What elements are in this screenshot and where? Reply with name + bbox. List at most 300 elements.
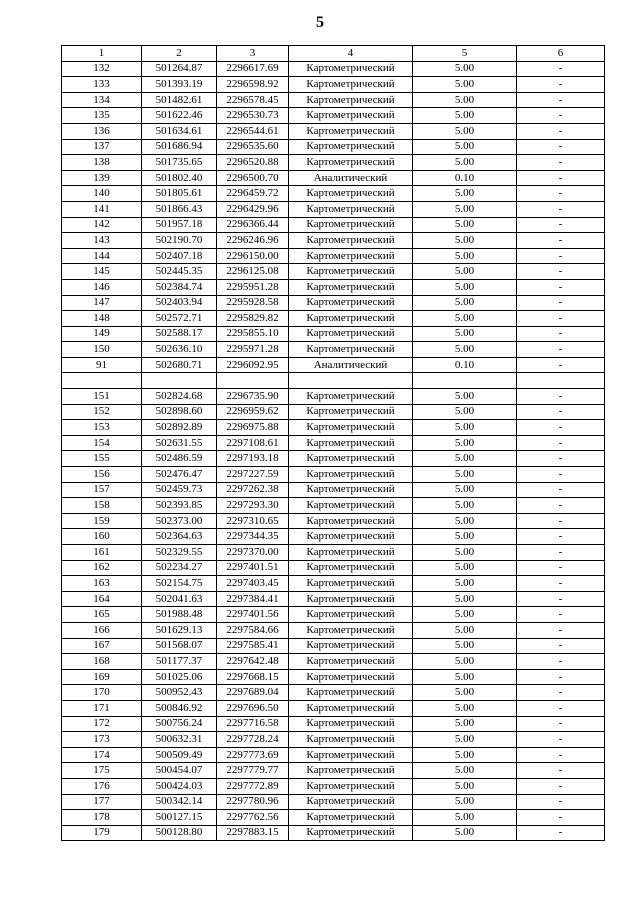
- cell-y: 2297370.00: [217, 545, 289, 561]
- cell-point: 132: [62, 61, 142, 77]
- table-row: [62, 155, 605, 171]
- cell-point: 141: [62, 201, 142, 217]
- cell-method: Картометрический: [289, 326, 413, 342]
- cell-accuracy: 5.00: [413, 763, 517, 779]
- cell-point: 140: [62, 186, 142, 202]
- cell-description: -: [517, 108, 605, 124]
- cell-x: [142, 373, 217, 389]
- cell-y: 2296500.70: [217, 170, 289, 186]
- table-row: [62, 404, 605, 420]
- table-row: [62, 248, 605, 264]
- cell-method: Картометрический: [289, 404, 413, 420]
- cell-accuracy: 5.00: [413, 685, 517, 701]
- table-row: [62, 825, 605, 841]
- cell-accuracy: 5.00: [413, 545, 517, 561]
- table-row: [62, 373, 605, 389]
- cell-method: Картометрический: [289, 654, 413, 670]
- cell-method: Картометрический: [289, 529, 413, 545]
- cell-point: 136: [62, 123, 142, 139]
- column-header-description: 6: [517, 46, 605, 62]
- cell-description: -: [517, 825, 605, 841]
- cell-accuracy: 5.00: [413, 654, 517, 670]
- cell-point: 157: [62, 482, 142, 498]
- cell-method: Картометрический: [289, 139, 413, 155]
- cell-point: 170: [62, 685, 142, 701]
- cell-description: -: [517, 467, 605, 483]
- cell-description: -: [517, 451, 605, 467]
- table-row: [62, 763, 605, 779]
- cell-y: 2296598.92: [217, 77, 289, 93]
- table-row: [62, 186, 605, 202]
- table-row: [62, 92, 605, 108]
- cell-y: 2296975.88: [217, 420, 289, 436]
- cell-description: -: [517, 342, 605, 358]
- table-row: [62, 482, 605, 498]
- cell-accuracy: 5.00: [413, 389, 517, 405]
- cell-description: -: [517, 685, 605, 701]
- cell-x: 500846.92: [142, 700, 217, 716]
- cell-y: 2297384.41: [217, 591, 289, 607]
- table-row: [62, 233, 605, 249]
- cell-description: -: [517, 576, 605, 592]
- table-row: [62, 435, 605, 451]
- cell-description: -: [517, 435, 605, 451]
- cell-accuracy: 5.00: [413, 467, 517, 483]
- cell-y: 2297780.96: [217, 794, 289, 810]
- cell-description: -: [517, 155, 605, 171]
- cell-x: 501025.06: [142, 669, 217, 685]
- table-row: [62, 732, 605, 748]
- cell-y: 2296959.62: [217, 404, 289, 420]
- table-row: [62, 467, 605, 483]
- table-row: [62, 576, 605, 592]
- cell-accuracy: 0.10: [413, 170, 517, 186]
- cell-point: 143: [62, 233, 142, 249]
- cell-accuracy: 5.00: [413, 732, 517, 748]
- cell-method: Картометрический: [289, 482, 413, 498]
- cell-accuracy: 5.00: [413, 794, 517, 810]
- cell-x: 501957.18: [142, 217, 217, 233]
- table-row: [62, 342, 605, 358]
- table-body: [62, 61, 605, 841]
- cell-accuracy: 5.00: [413, 217, 517, 233]
- table-header-row: [62, 46, 605, 62]
- cell-accuracy: 5.00: [413, 233, 517, 249]
- cell-method: Картометрический: [289, 685, 413, 701]
- cell-description: -: [517, 638, 605, 654]
- cell-method: Картометрический: [289, 61, 413, 77]
- cell-x: 502154.75: [142, 576, 217, 592]
- cell-point: 152: [62, 404, 142, 420]
- cell-accuracy: 0.10: [413, 357, 517, 373]
- cell-method: Картометрический: [289, 700, 413, 716]
- table-row: [62, 139, 605, 155]
- cell-x: 501805.61: [142, 186, 217, 202]
- table-row: [62, 77, 605, 93]
- cell-y: 2297344.35: [217, 529, 289, 545]
- table-row: [62, 170, 605, 186]
- table-row: [62, 279, 605, 295]
- page-number: 5: [316, 14, 324, 31]
- cell-accuracy: 5.00: [413, 420, 517, 436]
- cell-description: -: [517, 77, 605, 93]
- cell-x: 501866.43: [142, 201, 217, 217]
- cell-method: Картометрический: [289, 545, 413, 561]
- cell-method: Картометрический: [289, 77, 413, 93]
- cell-x: 501988.48: [142, 607, 217, 623]
- cell-method: Картометрический: [289, 342, 413, 358]
- cell-description: -: [517, 389, 605, 405]
- cell-accuracy: 5.00: [413, 638, 517, 654]
- cell-point: 172: [62, 716, 142, 732]
- table-row: [62, 654, 605, 670]
- cell-description: -: [517, 778, 605, 794]
- cell-method: Картометрический: [289, 778, 413, 794]
- cell-y: 2297728.24: [217, 732, 289, 748]
- cell-point: 158: [62, 498, 142, 514]
- cell-method: Картометрический: [289, 763, 413, 779]
- cell-point: 169: [62, 669, 142, 685]
- column-header-method: 4: [289, 46, 413, 62]
- cell-point: 161: [62, 545, 142, 561]
- cell-y: 2297716.58: [217, 716, 289, 732]
- cell-y: 2295928.58: [217, 295, 289, 311]
- cell-description: -: [517, 498, 605, 514]
- cell-y: 2296459.72: [217, 186, 289, 202]
- cell-point: 135: [62, 108, 142, 124]
- cell-description: -: [517, 420, 605, 436]
- cell-accuracy: 5.00: [413, 529, 517, 545]
- cell-point: 142: [62, 217, 142, 233]
- cell-x: 501634.61: [142, 123, 217, 139]
- table-row: [62, 201, 605, 217]
- cell-y: 2297193.18: [217, 451, 289, 467]
- table-row: [62, 794, 605, 810]
- cell-y: 2296578.45: [217, 92, 289, 108]
- table-row: [62, 622, 605, 638]
- cell-y: 2296125.08: [217, 264, 289, 280]
- table-row: [62, 498, 605, 514]
- cell-accuracy: 5.00: [413, 560, 517, 576]
- table-row: [62, 638, 605, 654]
- cell-x: 502636.10: [142, 342, 217, 358]
- cell-y: [217, 373, 289, 389]
- cell-method: Картометрический: [289, 92, 413, 108]
- table-row: [62, 326, 605, 342]
- cell-y: 2297401.56: [217, 607, 289, 623]
- cell-description: [517, 373, 605, 389]
- cell-point: 163: [62, 576, 142, 592]
- cell-point: 176: [62, 778, 142, 794]
- cell-description: -: [517, 529, 605, 545]
- cell-y: 2296092.95: [217, 357, 289, 373]
- cell-method: Картометрический: [289, 638, 413, 654]
- cell-method: Аналитический: [289, 170, 413, 186]
- cell-y: 2297584.66: [217, 622, 289, 638]
- cell-description: -: [517, 763, 605, 779]
- cell-accuracy: 5.00: [413, 669, 517, 685]
- cell-description: -: [517, 279, 605, 295]
- cell-y: 2295971.28: [217, 342, 289, 358]
- cell-description: -: [517, 404, 605, 420]
- cell-accuracy: 5.00: [413, 498, 517, 514]
- cell-accuracy: 5.00: [413, 747, 517, 763]
- cell-description: -: [517, 716, 605, 732]
- cell-method: Картометрический: [289, 201, 413, 217]
- cell-description: -: [517, 591, 605, 607]
- cell-x: 501735.65: [142, 155, 217, 171]
- cell-description: -: [517, 607, 605, 623]
- cell-method: Картометрический: [289, 279, 413, 295]
- cell-point: 146: [62, 279, 142, 295]
- cell-x: 501568.07: [142, 638, 217, 654]
- cell-description: -: [517, 61, 605, 77]
- cell-description: -: [517, 295, 605, 311]
- cell-y: 2297310.65: [217, 513, 289, 529]
- table-row: [62, 545, 605, 561]
- cell-y: 2295829.82: [217, 311, 289, 327]
- cell-description: -: [517, 264, 605, 280]
- cell-accuracy: 5.00: [413, 77, 517, 93]
- cell-x: 502234.27: [142, 560, 217, 576]
- cell-accuracy: 5.00: [413, 591, 517, 607]
- cell-description: -: [517, 357, 605, 373]
- cell-y: 2297689.04: [217, 685, 289, 701]
- cell-y: 2296429.96: [217, 201, 289, 217]
- cell-accuracy: 5.00: [413, 123, 517, 139]
- table-row: [62, 357, 605, 373]
- cell-y: 2296520.88: [217, 155, 289, 171]
- cell-description: -: [517, 545, 605, 561]
- cell-description: -: [517, 326, 605, 342]
- cell-x: 502572.71: [142, 311, 217, 327]
- cell-y: 2297262.38: [217, 482, 289, 498]
- cell-method: Картометрический: [289, 669, 413, 685]
- cell-description: -: [517, 139, 605, 155]
- cell-y: 2297293.30: [217, 498, 289, 514]
- cell-x: 501686.94: [142, 139, 217, 155]
- cell-description: -: [517, 482, 605, 498]
- cell-method: Картометрический: [289, 233, 413, 249]
- table-row: [62, 747, 605, 763]
- cell-method: Картометрический: [289, 217, 413, 233]
- cell-x: 502041.63: [142, 591, 217, 607]
- cell-x: 500952.43: [142, 685, 217, 701]
- cell-point: 91: [62, 357, 142, 373]
- cell-x: 501393.19: [142, 77, 217, 93]
- table-row: [62, 591, 605, 607]
- cell-method: Аналитический: [289, 357, 413, 373]
- cell-point: 178: [62, 810, 142, 826]
- cell-method: Картометрический: [289, 295, 413, 311]
- cell-method: Картометрический: [289, 155, 413, 171]
- cell-x: 502486.59: [142, 451, 217, 467]
- cell-point: [62, 373, 142, 389]
- cell-accuracy: 5.00: [413, 404, 517, 420]
- cell-description: -: [517, 233, 605, 249]
- cell-y: 2297779.77: [217, 763, 289, 779]
- cell-y: 2296735.90: [217, 389, 289, 405]
- cell-point: 175: [62, 763, 142, 779]
- cell-description: -: [517, 217, 605, 233]
- cell-point: 148: [62, 311, 142, 327]
- cell-point: 147: [62, 295, 142, 311]
- cell-accuracy: 5.00: [413, 326, 517, 342]
- table-row: [62, 529, 605, 545]
- cell-x: 502824.68: [142, 389, 217, 405]
- cell-accuracy: 5.00: [413, 248, 517, 264]
- cell-accuracy: 5.00: [413, 513, 517, 529]
- cell-point: 155: [62, 451, 142, 467]
- cell-description: -: [517, 669, 605, 685]
- column-header-y: 3: [217, 46, 289, 62]
- cell-x: 502373.00: [142, 513, 217, 529]
- cell-x: 502364.63: [142, 529, 217, 545]
- cell-method: Картометрический: [289, 607, 413, 623]
- table-row: [62, 560, 605, 576]
- cell-description: -: [517, 700, 605, 716]
- cell-x: 501802.40: [142, 170, 217, 186]
- cell-method: Картометрический: [289, 451, 413, 467]
- cell-y: 2296535.60: [217, 139, 289, 155]
- table-row: [62, 607, 605, 623]
- cell-accuracy: 5.00: [413, 279, 517, 295]
- cell-y: 2297585.41: [217, 638, 289, 654]
- cell-accuracy: 5.00: [413, 435, 517, 451]
- cell-accuracy: 5.00: [413, 186, 517, 202]
- cell-y: 2296150.00: [217, 248, 289, 264]
- cell-x: 502631.55: [142, 435, 217, 451]
- cell-point: 156: [62, 467, 142, 483]
- cell-point: 133: [62, 77, 142, 93]
- cell-method: Картометрический: [289, 108, 413, 124]
- column-header-accuracy: 5: [413, 46, 517, 62]
- table-row: [62, 451, 605, 467]
- cell-point: 139: [62, 170, 142, 186]
- cell-y: 2297773.69: [217, 747, 289, 763]
- cell-x: 501629.13: [142, 622, 217, 638]
- cell-method: Картометрический: [289, 420, 413, 436]
- cell-x: 502403.94: [142, 295, 217, 311]
- cell-y: 2296530.73: [217, 108, 289, 124]
- cell-accuracy: 5.00: [413, 778, 517, 794]
- cell-accuracy: 5.00: [413, 825, 517, 841]
- cell-method: Картометрический: [289, 794, 413, 810]
- cell-x: 501177.37: [142, 654, 217, 670]
- table-row: [62, 311, 605, 327]
- cell-method: [289, 373, 413, 389]
- cell-method: Картометрический: [289, 622, 413, 638]
- cell-x: 501264.87: [142, 61, 217, 77]
- table-row: [62, 108, 605, 124]
- cell-description: -: [517, 622, 605, 638]
- cell-accuracy: 5.00: [413, 264, 517, 280]
- cell-point: 151: [62, 389, 142, 405]
- cell-x: 502588.17: [142, 326, 217, 342]
- cell-accuracy: 5.00: [413, 622, 517, 638]
- cell-point: 134: [62, 92, 142, 108]
- cell-x: 502393.85: [142, 498, 217, 514]
- cell-x: 502898.60: [142, 404, 217, 420]
- cell-method: Картометрический: [289, 825, 413, 841]
- table-row: [62, 716, 605, 732]
- cell-accuracy: 5.00: [413, 201, 517, 217]
- cell-method: Картометрический: [289, 716, 413, 732]
- cell-y: 2297108.61: [217, 435, 289, 451]
- cell-method: Картометрический: [289, 560, 413, 576]
- cell-point: 159: [62, 513, 142, 529]
- cell-y: 2297883.15: [217, 825, 289, 841]
- cell-y: 2297227.59: [217, 467, 289, 483]
- cell-accuracy: 5.00: [413, 810, 517, 826]
- cell-y: 2297762.56: [217, 810, 289, 826]
- cell-y: 2296246.96: [217, 233, 289, 249]
- cell-accuracy: 5.00: [413, 700, 517, 716]
- cell-method: Картометрический: [289, 498, 413, 514]
- cell-x: 500424.03: [142, 778, 217, 794]
- cell-method: Картометрический: [289, 435, 413, 451]
- cell-point: 177: [62, 794, 142, 810]
- cell-point: 153: [62, 420, 142, 436]
- cell-description: -: [517, 732, 605, 748]
- cell-x: 502329.55: [142, 545, 217, 561]
- cell-x: 502445.35: [142, 264, 217, 280]
- cell-point: 160: [62, 529, 142, 545]
- cell-point: 150: [62, 342, 142, 358]
- cell-accuracy: 5.00: [413, 295, 517, 311]
- cell-x: 500342.14: [142, 794, 217, 810]
- cell-point: 154: [62, 435, 142, 451]
- cell-description: -: [517, 794, 605, 810]
- cell-x: 502476.47: [142, 467, 217, 483]
- cell-point: 165: [62, 607, 142, 623]
- cell-accuracy: 5.00: [413, 92, 517, 108]
- cell-point: 144: [62, 248, 142, 264]
- cell-x: 502680.71: [142, 357, 217, 373]
- cell-y: 2297696.50: [217, 700, 289, 716]
- table-row: [62, 513, 605, 529]
- cell-x: 500127.15: [142, 810, 217, 826]
- cell-description: -: [517, 810, 605, 826]
- table-row: [62, 61, 605, 77]
- cell-description: -: [517, 170, 605, 186]
- cell-x: 502459.73: [142, 482, 217, 498]
- cell-method: Картометрический: [289, 123, 413, 139]
- cell-x: 502407.18: [142, 248, 217, 264]
- cell-y: 2297668.15: [217, 669, 289, 685]
- table-row: [62, 420, 605, 436]
- cell-description: -: [517, 513, 605, 529]
- cell-accuracy: 5.00: [413, 607, 517, 623]
- cell-point: 179: [62, 825, 142, 841]
- cell-description: -: [517, 92, 605, 108]
- cell-accuracy: 5.00: [413, 155, 517, 171]
- cell-method: Картометрический: [289, 311, 413, 327]
- cell-method: Картометрический: [289, 591, 413, 607]
- cell-method: Картометрический: [289, 810, 413, 826]
- cell-y: 2296544.61: [217, 123, 289, 139]
- cell-accuracy: 5.00: [413, 342, 517, 358]
- cell-y: 2296617.69: [217, 61, 289, 77]
- cell-x: 502892.89: [142, 420, 217, 436]
- cell-method: Картометрический: [289, 248, 413, 264]
- cell-point: 164: [62, 591, 142, 607]
- cell-y: 2296366.44: [217, 217, 289, 233]
- cell-point: 145: [62, 264, 142, 280]
- cell-description: -: [517, 201, 605, 217]
- cell-method: Картометрический: [289, 467, 413, 483]
- cell-point: 138: [62, 155, 142, 171]
